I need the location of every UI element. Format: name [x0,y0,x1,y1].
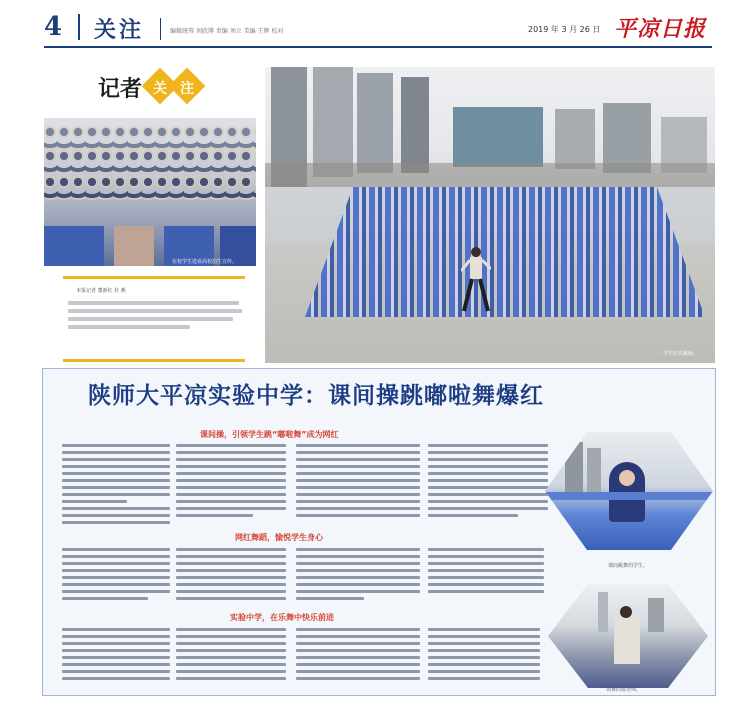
page-number: 4 [44,12,63,42]
photo-caption: 在校学生选看高校招生宣传。 [172,259,238,265]
photo-caption: 课间跳舞的学生。 [608,563,649,569]
header-rule [44,46,712,48]
subheading: 网红舞蹈，愉悦学生身心 [235,533,323,542]
main-photo [265,67,715,363]
section-title: 关注 [94,18,145,43]
crowd-photo [44,118,256,266]
photo-caption: 学生们在跳操。 [663,351,699,357]
header-divider [78,14,80,40]
students-crowd [305,187,705,317]
body-text-column [62,444,170,528]
editor-credits: 编辑统筹 刘欣博 责编 刘立 美编 王辉 校对 [170,28,284,35]
subheading: 实验中学，在乐舞中快乐前进 [230,613,334,622]
subheading: 课间操，引领学生跳“嘟啦舞”成为网红 [200,430,339,439]
body-text-column [428,548,544,597]
intro-text-block [68,301,242,333]
body-text-column [428,444,548,521]
reporter-byline: 本报记者 董新红 杜 燕 [76,288,126,294]
reporter-label: 记者 [98,77,143,102]
newspaper-masthead: 平凉日报 [614,16,707,42]
body-text-column [428,628,540,684]
body-text-column [296,628,420,684]
body-text-column [62,548,170,604]
issue-date: 2019 年 3 月 26 日 [528,25,601,34]
focus-char: 注 [180,81,194,97]
body-text-column [62,628,170,684]
body-text-column [176,548,286,604]
story-headline: 陕师大平凉实验中学：课间操跳嘟啦舞爆红 [88,383,544,409]
focus-char: 关 [153,81,167,97]
header-divider [160,18,161,40]
body-text-column [176,444,286,521]
dancer-figure [461,245,491,315]
body-text-column [176,628,286,684]
body-text-column [296,548,420,604]
photo-caption: 领舞的敬老师。 [606,687,642,693]
body-text-column [296,444,420,521]
